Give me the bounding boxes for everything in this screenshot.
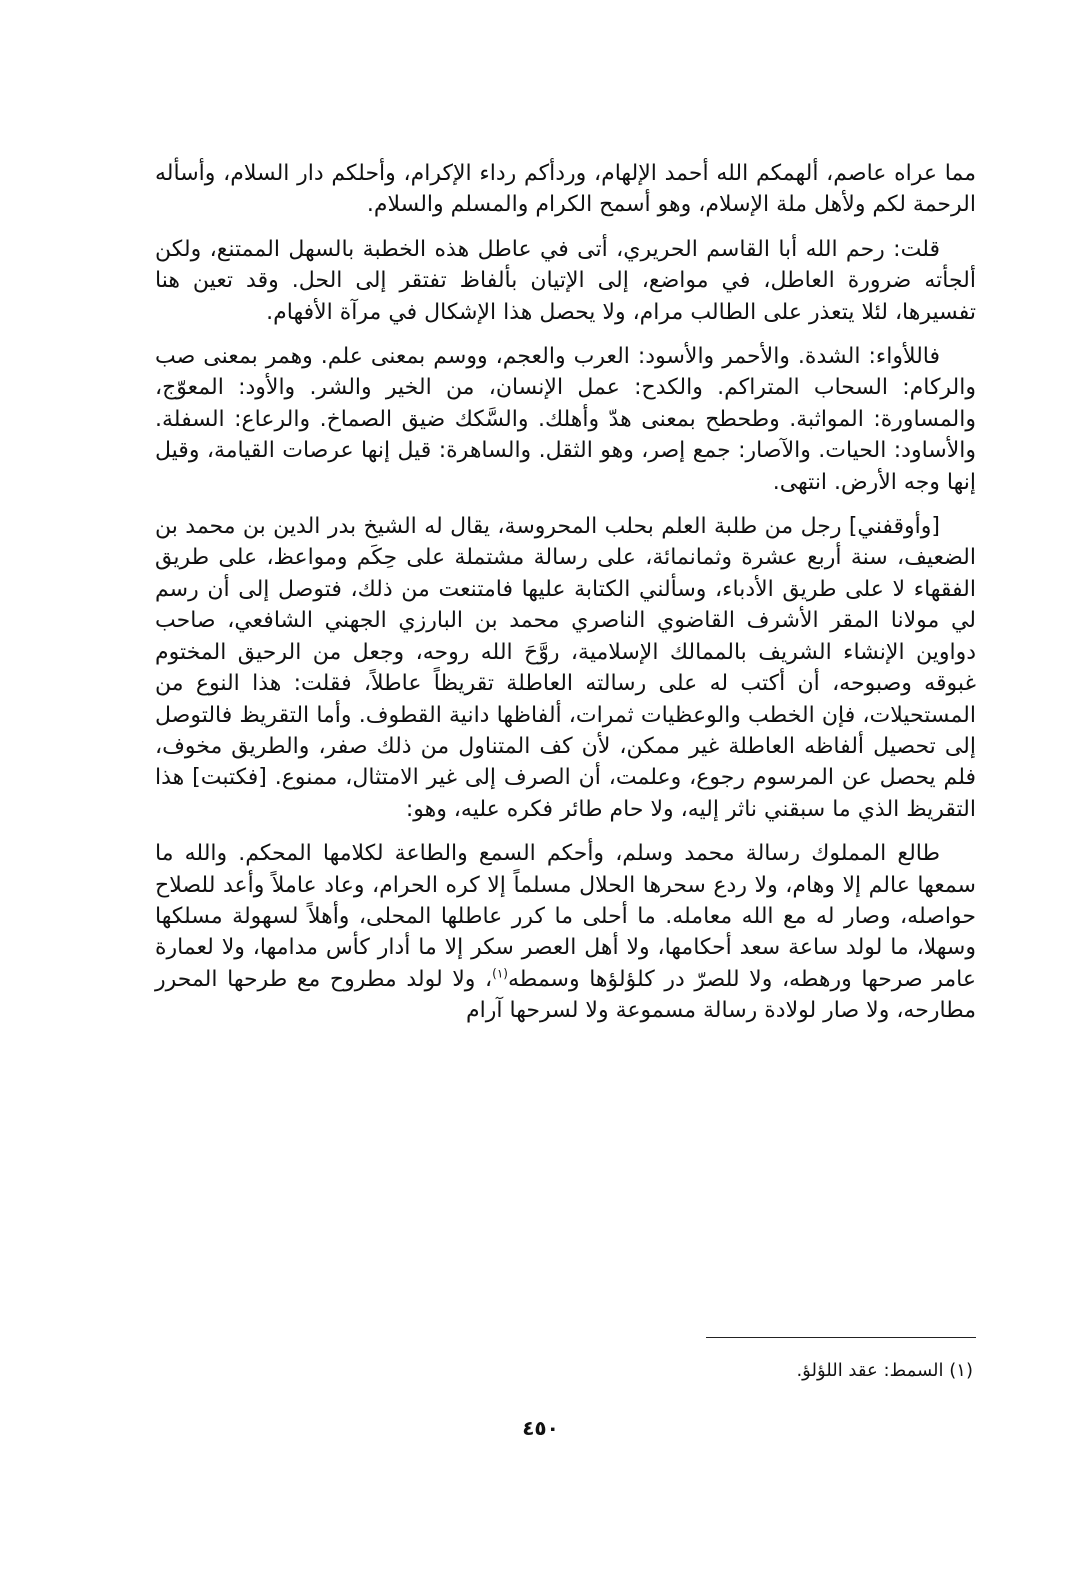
paragraph-5 [155, 838, 976, 1026]
paragraph-2: قلت: رحم الله أبا القاسم الحريري، أتى في عاطل هذه الخطبة بالسهل الممتنع، ولكن ألجأته ضرورة العاطل، في مواضع، إلى الإتيان بألفاظ تفتقر إلى الحل. وقد تعين هنا تفسيرها، لئلا يتعذر على الطالب مرام، ولا يحصل هذا الإشكال في مرآة الأفهام. [155, 236, 976, 325]
paragraph-5-tail: ، ولا لولد مطروح مع طرحها المحرر مطارحه، ولا صار لولادة رسالة مسموعة ولا لسرحها آرام [155, 966, 976, 1024]
page-number: ٤٥٠ [522, 1416, 559, 1440]
paragraph-4: [وأوقفني] رجل من طلبة العلم بحلب المحروسة، يقال له الشيخ بدر الدين بن محمد بن الضعيف، سنة أربع عشرة وثمانمائة، على رسالة مشتملة على حِكَم ومواعظ، على طريق الفقهاء لا على طريق الأدباء، وسألني الكتابة عليها فامتنعت من ذلك، فتوصل إلى أن رسم لي مولانا المقر الأشرف القاضوي الناصري محمد بن البارزي الجهني الشافعي، صاحب دواوين الإنشاء الشريف بالممالك الإسلامية، روَّحَ الله روحه، وجعل من الرحيق المختوم غبوقه وصبوحه، أن أكتب له على رسالته العاطلة تقريظاً عاطلاً، فقلت: هذا النوع من المستحيلات، فإن الخطب والوعظيات ثمرات، ألفاظها دانية القطوف. وأما التقريظ فالتوصل إلى تحصيل ألفاظه العاطلة غير ممكن، لأن كف المتناول من ذلك صفر، والطريق مخوف، فلم يحصل عن المرسوم رجوع، وعلمت، أن الصرف إلى غير الامتثال، ممنوع. [فكتبت] هذا التقريظ الذي ما سبقني ناثر إليه، ولا حام طائر فكره عليه، وهو: [155, 514, 976, 822]
footnote: (١) السمط: عقد اللؤلؤ. [796, 1360, 973, 1381]
body-text [155, 158, 976, 1040]
paragraph-5-text: طالع المملوك رسالة محمد وسلم، وأحكم السمع والطاعة لكلامها المحكم. والله ما سمعها عالم إلا وهام، ولا ردع سحرها الحلال مسلماً إلا كره الحرام، وعاد عاملاً وأعد للصلاح حواصله، وصار له مع الله معامله. ما أحلى ما كرر عاطلها المحلى، وأهلاً لسهولة مسلكها وسهلا، ما لولد ساعة سعد أحكامها، ولا أهل العصر سكر إلا ما أدار كأس مدامها، ولا لعمارة عامر صرحها ورهطه، ولا للصرّ در كلؤلؤها وسمطه [155, 841, 976, 992]
paragraph-1: مما عراه عاصم، ألهمكم الله أحمد الإلهام، وردأكم رداء الإكرام، وأحلكم دار السلام، وأسأله الرحمة لكم ولأهل ملة الإسلام، وهو أسمح الكرام والمسلم والسلام. [155, 161, 976, 218]
footnote-marker: (١) [492, 966, 508, 981]
paragraph-3: فاللأواء: الشدة. والأحمر والأسود: العرب والعجم، ووسم بمعنى علم. وهمر بمعنى صب والركام: السحاب المتراكم. والكدح: عمل الإنسان، من الخير والشر. والأود: المعوّج، والمساورة: المواثبة. وطحطح بمعنى هدّ وأهلك. والسَّكك ضيق الصماخ. والرعاع: السفلة. والأساود: الحيات. والآصار: جمع إصر، وهو الثقل. والساهرة: قيل إنها عرصات القيامة، وقيل إنها وجه الأرض. انتهى. [155, 344, 976, 495]
footnote-divider [706, 1337, 976, 1338]
